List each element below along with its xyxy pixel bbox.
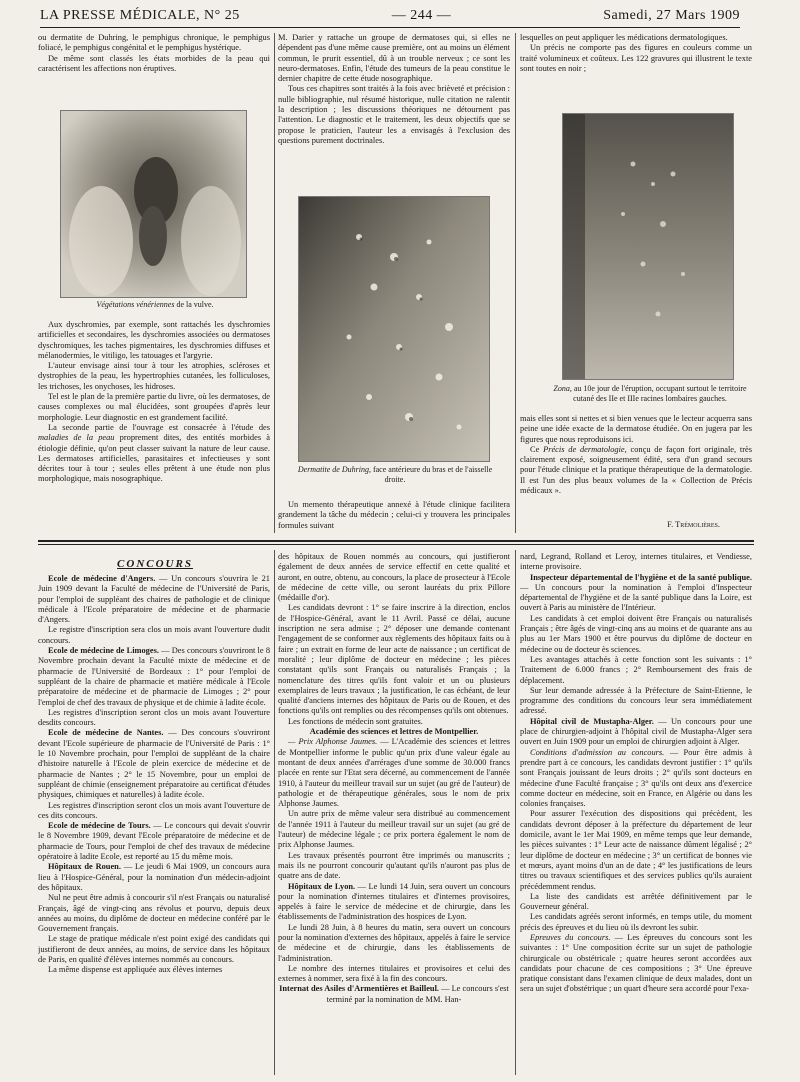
text-run: La seconde partie de l'ouvrage est consacrée à l'étude des [48,422,270,432]
journal-title: LA PRESSE MÉDICALE, N° 25 [40,8,240,23]
concours-heading: Hôpitaux de Lyon. [288,881,356,891]
concours-paragraph [520,686,752,717]
section-divider [38,540,754,542]
concours-text: Les fonctions de médecin sont gratuites. [288,716,423,726]
review-paragraph: Un memento thérapeutique annexé à l'étude clinique facilitera grandement la tâche du médecin ; celui-ci y trouvera les principales formules suivant [278,500,510,530]
concours-text: Les registres d'inscription seront clos un mois avant l'ouverture desdits concours. [38,707,270,728]
concours-text: Les candidats devront : 1° se faire inscrire à la direction, enclos de l'Hospice-Général, avant le 11 Avril. Passé ce délai, aucune inscription ne sera admise ; 2° déposer une demande contenant l'engagement de se conformer aux règlements des hôpitaux faits ou à faire ; un extrait en forme de leur acte de naissance ; un certificat de moralité ; leur diplôme de docteur en médecine ; les pièces constatant qu'ils sont Français ou naturalisés Français ; la nomenclature des titres qu'ils font valoir et un ou plusieurs exemplaires de leurs travaux ; la justification, le cas échéant, de leur qualité d'anciens internes des hôpitaux de Paris ou de Rouen, et des fonctions qu'ils ont remplies ou des récompenses qu'ils ont obtenues. [278,603,510,716]
concours-paragraph [520,614,752,655]
figure-zona-photo [562,113,734,380]
photo-illustration [61,111,246,297]
concours-text: Nul ne peut être admis à concourir s'il n'est Français ou naturalisé Français, âgé de vingt-cinq ans révolus et pourvu, depuis deux années au moins, du diplôme de docteur en médecine conféré par le Gouvernement français. [38,893,270,934]
review-paragraph: Tous ces chapitres sont traités à la fois avec brièveté et précision : nulle bibliographie, nul résumé historique, nulle citation ne ralentit la description ; les discussions théoriques ne détournent pas l'attention. Le diagnostic et le traitement, les deux objectifs que se propose le praticien, l'auteur les a envisagés à l'exclusion des questions purement doctrinales. [278,84,510,145]
concours-column-1 [38,574,270,1076]
caption-italic: Végétations vénériennes [96,300,175,309]
review-paragraph: M. Darier y rattache un groupe de dermatoses qui, si elles ne dépendent pas d'une même cause première, ont au moins un élément commun, le prurit essentiel, dû à un trouble nerveux ; ce sont les neuro-dermatoses. Enfin, l'étude des tumeurs de la peau constitue le dernier chapitre de cette étude nosographique. [278,33,510,84]
concours-column-2 [278,552,510,1076]
review-paragraph: L'auteur envisage ainsi tour à tour les atrophies, scléroses et dystrophies de la peau, les hypertrophies cutanées, les folliculoses, les trichoses, les onychoses, les hidroses. [38,361,270,391]
concours-paragraph [520,717,752,748]
concours-paragraph [38,862,270,893]
figure-duhring-caption [290,465,500,489]
concours-paragraph [278,552,510,603]
concours-heading: Ecole de médecine de Limoges. [48,646,159,656]
concours-heading: Hôpital civil de Mustapha-Alger. [530,716,654,726]
concours-paragraph [278,984,510,1005]
concours-text: — L'Académie des sciences et lettres de Montpellier informe le public qu'un prix d'une valeur égale au montant de deux années d'arrérages d'une somme de 30.000 francs placée en rente sur l'Etat sera décerné, au commencement de l'année 1910, à l'auteur du meilleur travail sur un sujet (au gré de l'auteur) de pathologie et de thérapeutique générales, sous le nom de prix Alphonse Jaumes. [278,737,510,809]
concours-italic: Epreuves du concours. [530,932,611,942]
concours-paragraph [278,882,510,923]
concours-text: — Des concours s'ouvriront devant l'Ecole supérieure de pharmacie de l'Université de Paris : 1° le 10 Novembre prochain, pour l'emploi de suppléant de la chaire d'histoire naturelle à l'Ecole de plein exercice de médecine et de pharmacie de Nantes ; 2° le 15 Novembre, pour un emploi de suppléant de chimie (enseignement préparatoire au certificat d'études physiques, chimiques et naturelles) à ladite école. [38,728,270,800]
figure-zona-caption [545,384,755,408]
figure-vulve-photo [60,110,247,298]
concours-text: — Le concours qui devait s'ouvrir le 8 Novembre 1909, devant l'Ecole préparatoire de médecine et de pharmacie de Tours, pour l'emploi de chef des travaux de médecine opératoire à ladite Ecole, est reporté au 15 du même mois. [38,821,270,862]
concours-paragraph [520,552,752,573]
figure-vulve-caption [50,300,260,312]
concours-paragraph [38,728,270,800]
concours-paragraph [278,964,510,985]
concours-heading: Ecole de médecine de Nantes. [48,728,164,738]
caption-text: de la vulve. [174,300,214,309]
text-run: proprement dites, des entités morbides à étiologie définie, qu'on peut classer suivant la nature de leur cause. Les dermatoses artificielles, parasitaires et infectieuses y sont décrites tour à tour ; seules elles prêtent à une étude non plus morphologique, mais nosographique. [38,433,270,484]
concours-text: Les registres d'inscription seront clos un mois avant l'ouverture de ces dits concours. [38,800,270,820]
concours-heading: Hôpitaux de Rouen. [48,862,121,872]
concours-text: Les avantages attachés à cette fonction sont les suivants : 1° Traitement de 6.000 francs ; 2° Remboursement des frais de déplacement. [520,654,752,685]
concours-heading: Ecole de médecine de Tours. [48,821,151,831]
concours-paragraph [520,933,752,995]
column-divider [515,33,516,533]
review-paragraph: ou dermatite de Duhring, le pemphigus chronique, le pemphigus foliacé, le pemphigus congénital et le pemphigus hystérique. [38,33,270,53]
concours-text: Le lundi 28 Juin, à 8 heures du matin, sera ouvert un concours pour la nomination d'externes des hôpitaux, appelés à faire le service de médecine et de chirurgie, dans les établissements de l'administration. [278,922,510,963]
concours-paragraph [520,892,752,913]
concours-paragraph [520,748,752,810]
review-paragraph: Aux dyschromies, par exemple, sont rattachés les dyschromies artificielles et secondaires, les dyschromies associées ou dermatoses dyschromiques, les taches pigmentaires, les dyschromies diffuses et mélanodermies, le vitiligo, les tatouages et l'argyrie. [38,320,270,360]
caption-italic: Zona, [553,384,572,393]
page-number: — 244 — [391,8,452,23]
caption-italic: Dermatite de Duhring, [297,465,371,474]
concours-text: Le nombre des internes titulaires et provisoires et celui des externes à nommer, sera fixé à la fin des concours. [278,963,510,984]
concours-paragraph [278,737,510,809]
concours-text: — Le concours s'est terminé par la nomination de MM. Han- [326,984,509,1004]
concours-paragraph [38,821,270,862]
review-signature: F. Trémolières. [667,520,720,529]
concours-paragraph [520,573,752,614]
concours-heading: Internat des Asiles d'Armentières et Bailleul. [279,984,439,994]
section-divider-thin [38,544,754,545]
caption-text: face antérieure du bras et de l'aisselle droite. [370,465,493,484]
concours-text: — Un concours pour la nomination à l'emploi d'Inspecteur départemental de l'hygiène et de la santé publique dans la Loire, est ouvert à Paris au ministère de l'Intérieur. [520,582,752,613]
review-column-3-top [520,33,752,105]
concours-paragraph [278,923,510,964]
concours-paragraph [278,717,510,727]
column-divider [274,33,275,533]
concours-paragraph [278,603,510,716]
concours-text: La liste des candidats est arrêtée définitivement par le Gouverneur général. [520,891,752,912]
caption-text: au 10e jour de l'éruption, occupant surtout le territoire cutané des IIe et IIIe racines lombaires gauches. [571,384,747,403]
concours-paragraph [38,965,270,975]
concours-paragraph [38,574,270,625]
review-column-2-bottom [278,500,510,532]
review-column-3-bottom [520,414,752,518]
concours-text: La même dispense est appliquée aux élèves internes [48,965,223,975]
concours-text: Sur leur demande adressée à la Préfecture de Saint-Etienne, le programme des conditions du concours leur sera immédiatement adressé. [520,685,752,716]
concours-text: — Le lundi 14 Juin, sera ouvert un concours pour la nomination d'internes titulaires et d'internes provisoires, appelés à faire le service de médecine et de chirurgie, dans les établissements de l'administration des hospices de Lyon. [278,881,510,922]
concours-paragraph [278,809,510,850]
review-paragraph: lesquelles on peut appliquer les médications dermatologiques. [520,33,728,42]
concours-text: — Un concours s'ouvrira le 21 Juin 1909 devant la Faculté de médecine de l'Université de Paris, pour l'emploi de suppléant des chaires de pathologie et de clinique médicale à l'Ecole préparatoire de médecine et de pharmacie d'Angers. [38,574,270,625]
concours-paragraph [38,708,270,729]
concours-heading: Inspecteur départemental de l'hygiène et de la santé publique. [530,572,752,582]
concours-text: Le registre d'inscription sera clos un mois avant l'ouverture dudit concours. [38,625,270,645]
concours-italic: — Prix Alphonse Jaumes. [288,737,378,747]
concours-text: Un autre prix de même valeur sera distribué au commencement de l'année 1911 à l'auteur du meilleur travail sur un sujet (au gré de l'auteur) de médecine légale ; ce prix portera également le nom de prix Alphonse Jaumes. [278,809,510,850]
concours-paragraph [38,893,270,934]
concours-paragraph [38,646,270,708]
issue-date: Samedi, 27 Mars 1909 [603,8,740,23]
concours-section-title: CONCOURS [117,558,193,570]
concours-text: Pour assurer l'exécution des dispositions qui précèdent, les candidats devront déposer à la préfecture du département de leur domicile, avant le 1er Mai 1909, en même temps que leur demande, les pièces suivantes : 1° Leur acte de naissance dûment légalisé ; 2° leur diplôme de docteur en médecine ; 3° un certificat de bonnes vie et mœurs, ayant moins d'un an de date ; 4° les justifications de leurs titres ou travaux scientifiques et des services publics qu'ils auraient précédemment rendus. [520,809,752,891]
text-run-italic: maladies de la peau [38,433,115,443]
concours-column-3 [520,552,752,1076]
concours-text: nard, Legrand, Rolland et Leroy, internes titulaires, et Vendiesse, interne provisoire. [520,552,752,572]
figure-duhring-photo [298,196,490,462]
concours-paragraph [278,851,510,882]
text-run: Ce [530,444,544,454]
text-run-italic: Précis de dermatologie, [543,444,627,454]
review-column-1-top [38,33,270,105]
review-paragraph: Tel est le plan de la première partie du livre, où les dermatoses, de causes complexes ou mal élucidées, sont groupées d'après leur morphologie. Leur diagnostic en est grandement facilité. [38,392,270,422]
concours-text: — Les épreuves du concours sont les suivantes : 1° Une composition écrite sur un sujet de pathologie chirurgicale ou obstétricale ; quatre heures seront accordées aux candidats pour chacune de ces compositions ; 3° Une épreuve pratique consistant dans l'examen clinique de deux malades, dont un sera un sujet d'obstétrique ; un quart d'heure sera accordé pour l'exa- [520,932,752,994]
concours-heading: Académie des sciences et lettres de Montpellier. [309,727,479,737]
concours-text: — Un concours pour une place de chirurgien-adjoint à l'hôpital civil de Mustapha-Alger sera ouvert en Juin 1909 pour un emploi de chirurgien adjoint à Alger. [520,716,752,747]
review-paragraph [38,423,270,485]
concours-heading: Ecole de médecine d'Angers. [48,574,156,583]
concours-paragraph [38,801,270,822]
concours-text: Les candidats agréés seront informés, en temps utile, du moment précis des épreuves et du lieu où ils devront les subir. [520,912,752,932]
concours-paragraph [38,625,270,646]
concours-paragraph [520,809,752,891]
concours-italic: Conditions d'admission au concours. [530,747,665,757]
concours-text: Les travaux présentés pourront être imprimés ou manuscrits ; mais ils ne pourront concourir qu'autant qu'ils n'auront pas plus de quatre ans de date. [278,850,510,881]
concours-text: — Des concours s'ouvriront le 8 Novembre prochain devant la Faculté mixte de médecine et de pharmacie de l'Université de Bordeaux : 1° pour l'emploi de suppléant de la chaire de pharmacie et matière médicale à l'Ecole préparatoire de médecine et de pharmacie de Limoges ; 2° pour l'emploi de chef des travaux de physique et de chimie à ladite école. [38,646,270,707]
concours-paragraph [278,727,510,737]
concours-text: Les candidats à cet emploi doivent être Français ou naturalisés Français ; être âgés de vingt-cinq ans au moins et de quarante ans au plus au 1er Mars 1900 et être pourvus du diplôme de docteur en médecine ou de docteur ès sciences. [520,613,752,654]
concours-paragraph [520,912,752,933]
concours-paragraph [38,934,270,965]
review-paragraph: Un précis ne comporte pas des figures en couleurs comme un traité volumineux et coûteux. Les 122 gravures qui illustrent le texte sont toutes en noir ; [520,43,752,73]
column-divider [274,550,275,1075]
concours-text: des hôpitaux de Rouen nommés au concours, qui justifieront également de deux années de service effectif en cette qualité et auront, en outre, obtenu, au concours, la place de prosecteur à l'Ecole de médecine de cette ville, ou seront lauréats du prix Pillore (médaille d'or). [278,552,510,603]
review-paragraph [520,445,752,496]
review-column-1-bottom [38,320,270,535]
concours-text: — Le jeudi 6 Mai 1909, un concours aura lieu à l'Hospice-Général, pour la nomination d'un médecin-adjoint des hôpitaux. [38,862,270,892]
concours-text: — Pour être admis à prendre part à ce concours, les candidats devront justifier : 1° qu'ils sont Français jouissant de leurs droits ; 2° qu'ils sont docteurs en médecine d'une Faculté française ; 3° qu'ils ont deux ans d'exercice comme docteur en médecine, soit en France, en Algérie ou dans les colonies françaises. [520,747,752,809]
column-divider [515,550,516,1075]
review-paragraph: De même sont classés les états morbides de la peau qui caractérisent les affections non éruptives. [38,53,270,73]
review-paragraph: mais elles sont si nettes et si bien venues que le lecteur acquerra sans peine une idée exacte de la dermatose étudiée. On en jugera par les figures que nous reproduisons ici. [520,414,752,444]
page-header [40,5,740,28]
photo-illustration [299,197,489,461]
review-column-2-top [278,33,510,193]
text-run: conçu de façon fort originale, très clairement exposé, soigneusement édité, sera d'un grand secours pour l'étude clinique et la pratique thérapeutique de la dermatologie. Il est l'un des plus beaux volumes de la « Collection de Précis médicaux ». [520,444,752,496]
concours-paragraph [520,655,752,686]
photo-illustration [563,114,733,379]
concours-text: Le stage de pratique médicale n'est point exigé des candidats qui justifieront de deux années, au moins, de service dans les hôpitaux de Paris, en qualité d'élèves internes nommés au concours. [38,934,270,964]
